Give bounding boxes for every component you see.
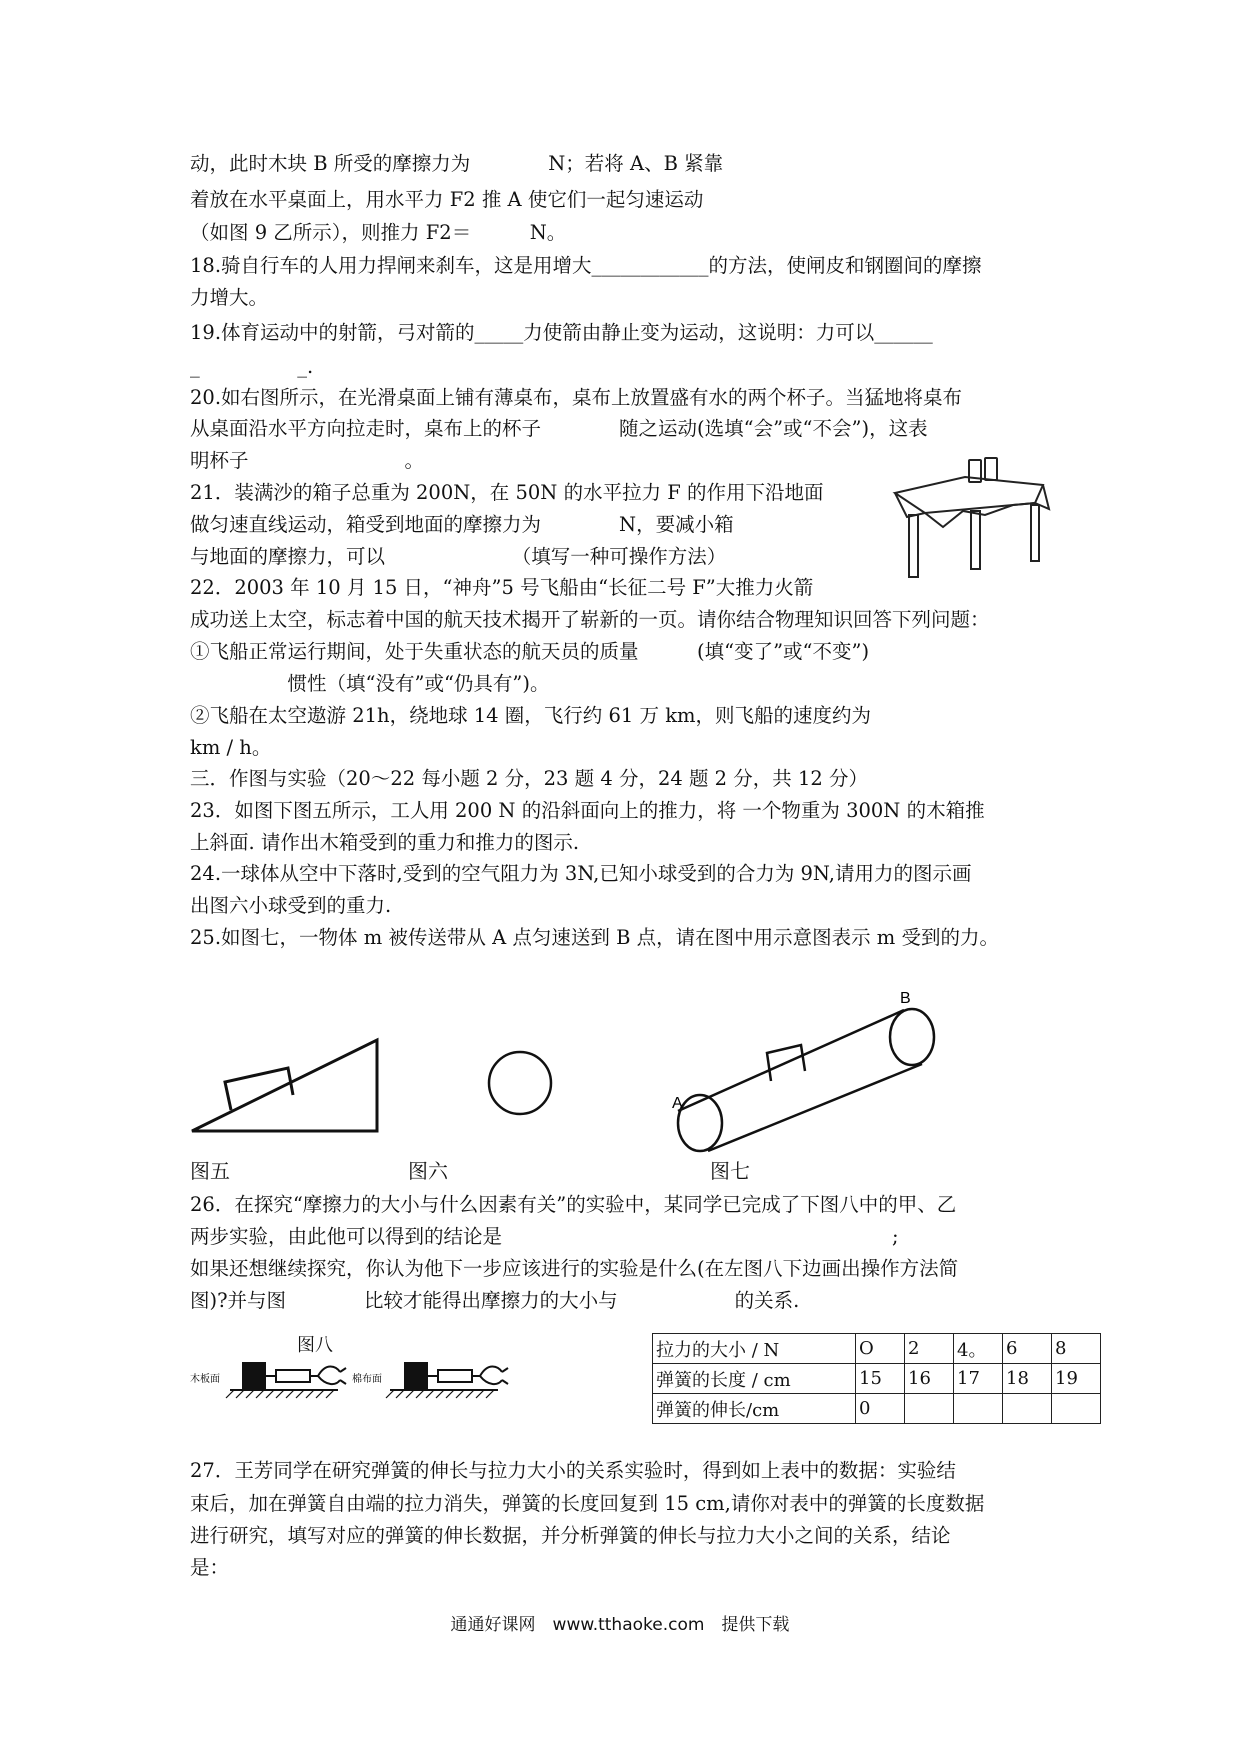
table-row [653, 1334, 1101, 1364]
q19-line-2: _ _. [190, 355, 314, 378]
table-cell: 18 [1003, 1364, 1052, 1394]
surface-cloth-label: 棉布面 [352, 1374, 382, 1385]
table-cell: 2 [905, 1334, 954, 1364]
q22-line-6: km / h。 [190, 736, 272, 759]
q17-line-3: （如图 9 乙所示），则推力 F2＝ N。 [190, 221, 567, 244]
q24-line-2: 出图六小球受到的重力. [190, 894, 392, 917]
table-cell [954, 1394, 1003, 1424]
q22-line-3: ①飞船正常运行期间，处于失重状态的航天员的质量 (填“变了”或“不变”) [190, 640, 870, 663]
q21-line-1: 21．装满沙的箱子总重为 200N，在 50N 的水平拉力 F 的作用下沿地面 [190, 481, 824, 504]
table-cell: 19 [1052, 1364, 1101, 1394]
conveyor-label-a: A [672, 1095, 683, 1112]
q18-line-2: 力增大。 [190, 286, 269, 309]
table-cell: 4。 [954, 1334, 1003, 1364]
section-3-heading: 三．作图与实验（20～22 每小题 2 分，23 题 4 分，24 题 2 分，共 12 分） [190, 767, 868, 790]
page-footer: 通通好课网 www.tthaoke.com 提供下载 [450, 1615, 790, 1635]
table-row [653, 1364, 1101, 1394]
incline-figure [190, 1035, 390, 1135]
q17-line-1: 动，此时木块 B 所受的摩擦力为 N；若将 A、B 紧靠 [190, 152, 724, 175]
table-row-header: 弹簧的伸长/cm [653, 1394, 856, 1424]
q27-line-1: 27．王芳同学在研究弹簧的伸长与拉力大小的关系实验时，得到如上表中的数据：实验结 [190, 1459, 956, 1482]
table-cell: 17 [954, 1364, 1003, 1394]
spring-data-table [652, 1333, 1101, 1424]
table-cell: 0 [856, 1394, 905, 1424]
q21-line-3: 与地面的摩擦力，可以 （填写一种可操作方法） [190, 545, 727, 568]
q27-line-3: 进行研究，填写对应的弹簧的伸长数据，并分析弹簧的伸长与拉力大小之间的关系，结论 [190, 1524, 951, 1547]
q18-line-1: 18.骑自行车的人用力捍闸来刹车，这是用增大____________的方法，使闸皮和钢圈间的摩擦 [190, 254, 982, 277]
table-with-cups-figure [885, 445, 1060, 585]
q21-line-2: 做匀速直线运动，箱受到地面的摩擦力为 N，要减小箱 [190, 513, 734, 536]
q17-line-2: 着放在水平桌面上，用水平力 F2 推 A 使它们一起匀速运动 [190, 188, 704, 211]
q26-line-2: 两步实验，由此他可以得到的结论是 ; [190, 1225, 899, 1248]
conveyor-label-b: B [900, 990, 911, 1007]
q23-line-1: 23．如图下图五所示，工人用 200 N 的沿斜面向上的推力，将 一个物重为 300N 的木箱推 [190, 799, 985, 822]
conveyor-figure [660, 985, 970, 1155]
q23-line-2: 上斜面. 请作出木箱受到的重力和推力的图示. [190, 831, 580, 854]
figure-5-caption: 图五 [190, 1159, 230, 1183]
surface-wood-label: 木板面 [190, 1374, 220, 1385]
q22-line-2: 成功送上太空，标志着中国的航天技术揭开了崭新的一页。请你结合物理知识回答下列问题： [190, 608, 990, 631]
q22-line-4: 惯性（填“没有”或“仍具有”)。 [190, 672, 550, 695]
table-cell [905, 1394, 954, 1424]
q20-line-2: 从桌面沿水平方向拉走时，桌布上的杯子 随之运动(选填“会”或“不会”)，这表 [190, 417, 928, 440]
table-cell [1003, 1394, 1052, 1424]
table-cell: 6 [1003, 1334, 1052, 1364]
q25-line-1: 25.如图七，一物体 m 被传送带从 A 点匀速送到 B 点，请在图中用示意图表示 m 受到的力。 [190, 926, 999, 949]
table-row [653, 1394, 1101, 1424]
q27-line-2: 束后，加在弹簧自由端的拉力消失，弹簧的长度回复到 15 cm,请你对表中的弹簧的长度数据 [190, 1492, 985, 1515]
q20-line-1: 20.如右图所示，在光滑桌面上铺有薄桌布，桌布上放置盛有水的两个杯子。当猛地将桌布 [190, 386, 963, 409]
q26-line-4: 图)?并与图 比较才能得出摩擦力的大小与 的关系. [190, 1289, 800, 1312]
q19-line-1: 19.体育运动中的射箭，弓对箭的_____力使箭由静止变为运动，这说明：力可以______ [190, 321, 933, 344]
figure-6-caption: 图六 [408, 1159, 448, 1183]
table-cell [1052, 1394, 1101, 1424]
q24-line-1: 24.一球体从空中下落时,受到的空气阻力为 3N,已知小球受到的合力为 9N,请用力的图示画 [190, 862, 972, 885]
figure-8-caption: 图八 [297, 1335, 333, 1356]
figure-7-caption: 图七 [710, 1159, 750, 1183]
q20-line-3: 明杯子 。 [190, 449, 425, 472]
table-cell: 8 [1052, 1334, 1101, 1364]
table-row-header: 弹簧的长度 / cm [653, 1364, 856, 1394]
table-cell: 15 [856, 1364, 905, 1394]
ball-figure [485, 1048, 555, 1118]
q26-line-1: 26．在探究“摩擦力的大小与什么因素有关”的实验中，某同学已完成了下图八中的甲、乙 [190, 1193, 957, 1216]
table-cell: 16 [905, 1364, 954, 1394]
q22-line-1: 22．2003 年 10 月 15 日，“神舟”5 号飞船由“长征二号 F”大推力火箭 [190, 576, 814, 599]
table-cell: O [856, 1334, 905, 1364]
q26-line-3: 如果还想继续探究，你认为他下一步应该进行的实验是什么(在左图八下边画出操作方法简 [190, 1257, 959, 1280]
q27-line-4: 是： [190, 1556, 230, 1579]
table-row-header: 拉力的大小 / N [653, 1334, 856, 1364]
q22-line-5: ②飞船在太空遨游 21h，绕地球 14 圈，飞行约 61 万 km，则飞船的速度约为 [190, 704, 871, 727]
friction-experiment-figure [190, 1352, 550, 1432]
